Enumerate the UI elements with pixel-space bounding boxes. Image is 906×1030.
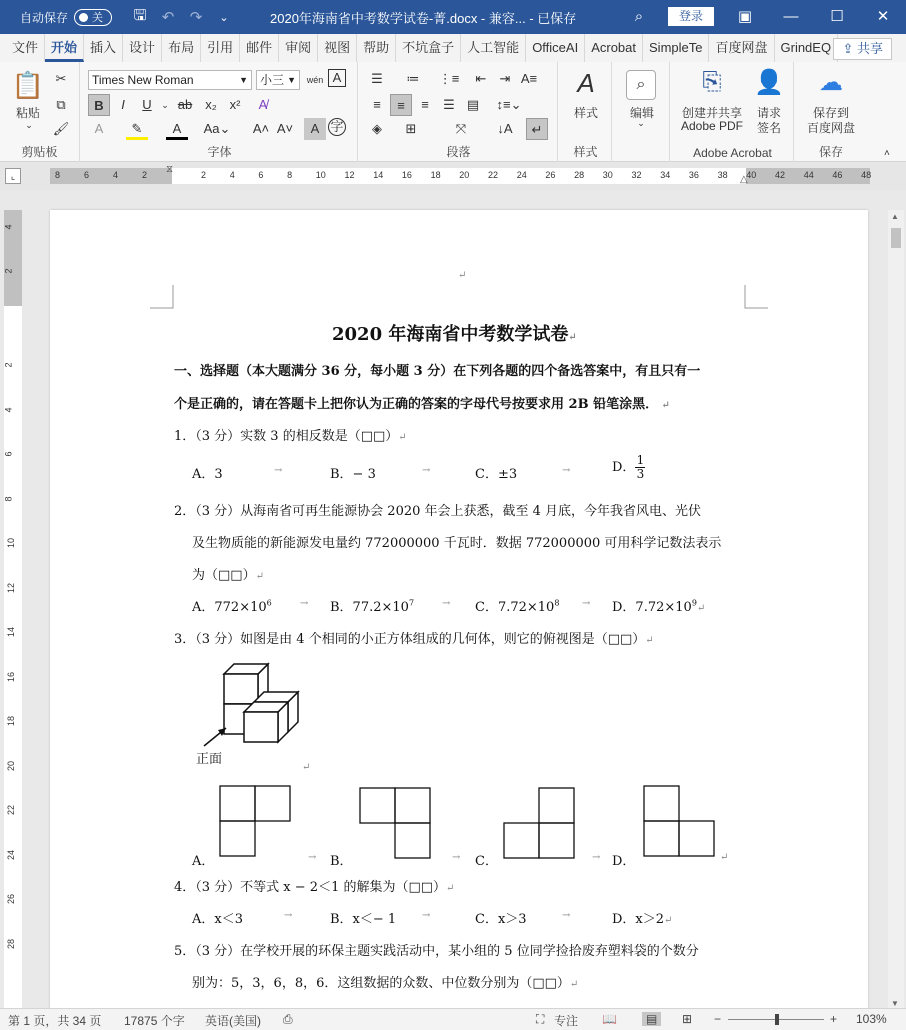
font-name-select[interactable] (88, 70, 252, 90)
section-heading-2: 个是正确的，请在答题卡上把你认为正确的答案的字母代号按要求用 2B 铅笔涂黑． ↵ (174, 397, 670, 412)
request-sign-button-line2[interactable]: 签名 (756, 121, 781, 135)
front-label: 正面 (196, 752, 223, 767)
crop-mark-right (744, 285, 768, 309)
cube-top-front (224, 674, 258, 704)
square (504, 823, 539, 858)
line-spacing-icon[interactable]: ↕≡⌄ (496, 97, 522, 112)
paragraph-mark: ↵ (302, 762, 311, 773)
square (360, 788, 395, 823)
tab-6[interactable]: 邮件 (240, 34, 279, 62)
tab-15[interactable]: 百度网盘 (709, 34, 774, 62)
search-icon[interactable]: ⌕ (626, 70, 656, 100)
scroll-thumb[interactable] (891, 228, 901, 248)
styles-icon[interactable]: A (577, 68, 595, 98)
create-pdf-icon[interactable]: ⎘ (702, 68, 722, 95)
tab-selector[interactable]: ⌞ (5, 168, 21, 184)
tab-16[interactable]: GrindEQ (775, 34, 839, 62)
zoom-out-icon[interactable]: − (714, 1012, 722, 1026)
scroll-down-icon[interactable]: ▼ (891, 999, 899, 1008)
q3-figure-a (218, 784, 292, 858)
vruler-tick: 2 (3, 268, 14, 274)
chevron-down-icon: ▼ (287, 75, 296, 85)
vruler-tick: 24 (6, 849, 17, 860)
vruler-tick: 20 (6, 760, 17, 771)
q2-a-base: A．772×10 (192, 600, 267, 615)
q3-figure-d (642, 784, 716, 858)
vruler-tick: 6 (3, 451, 14, 457)
read-mode-icon[interactable]: 📖 (602, 1012, 617, 1026)
q3-figure-c (502, 786, 576, 860)
ruler-tick: 28 (574, 170, 585, 180)
save-baidu-button-line2[interactable]: 百度网盘 (806, 121, 855, 135)
clipboard-label: 剪贴板 (21, 145, 58, 159)
tab-8[interactable]: 视图 (318, 34, 357, 62)
ruler-tick: 24 (516, 170, 527, 180)
question-1-text: 1．（3 分）实数 3 的相反数是（□□） (174, 429, 399, 444)
share-button[interactable]: ⇪ 共享 (833, 38, 892, 60)
show-marks-icon[interactable]: ↵ (526, 118, 548, 140)
multilevel-list-icon[interactable]: ⋮≡ (438, 71, 460, 86)
question-3: 3．（3 分）如图是由 4 个相同的小正方体组成的几何体，则它的俯视图是（□□）↵ (174, 632, 654, 647)
q4-option-c: C．x＞3 (475, 912, 527, 927)
scroll-up-icon[interactable]: ▲ (891, 212, 899, 221)
section-heading-1: 一、选择题（本大题满分 36 分，每小题 3 分）在下列各题的四个备选答案中，有且只有一 (174, 364, 701, 379)
cut-icon[interactable]: ✂ (55, 71, 67, 86)
language[interactable]: 英语(美国) (205, 1014, 261, 1028)
word-count[interactable]: 17875 个字 (124, 1014, 185, 1028)
bold-icon[interactable]: B (88, 94, 110, 116)
font-size-select[interactable] (256, 70, 300, 90)
q2-d-exp: 9 (691, 598, 697, 608)
q1-option-d (612, 454, 645, 481)
ruler-tick: 6 (258, 170, 264, 180)
copy-icon[interactable]: ⧉ (56, 97, 66, 112)
indent-marker[interactable]: ⧖ (166, 164, 174, 175)
decrease-indent-icon[interactable]: ⇤ (475, 71, 487, 86)
ruler-tick: 4 (229, 170, 235, 180)
cube-right-front (244, 712, 278, 742)
q2-c-exp: 8 (554, 598, 560, 608)
autosave-state: 关 (92, 12, 104, 24)
q2-a-exp: 6 (266, 598, 272, 608)
font-group (82, 62, 358, 162)
format-painter-icon[interactable]: 🖌 (52, 121, 70, 136)
q4-option-a: A．x＜3 (192, 912, 243, 927)
square (395, 788, 430, 823)
q2-option-a (192, 596, 272, 615)
ruler-tick: 46 (832, 170, 843, 180)
tab-14[interactable]: SimpleTe (643, 34, 709, 62)
ruler-tick: 26 (545, 170, 556, 180)
distributed-icon[interactable]: ▤ (466, 97, 480, 112)
tab-mark: → (592, 852, 601, 863)
ruler-tick: 8 (55, 170, 61, 180)
focus-mode[interactable]: 专注 (554, 1014, 579, 1028)
accessibility-icon[interactable]: ⎙ (283, 1012, 293, 1026)
ruler-left-margin (50, 168, 172, 184)
styles-label: 样式 (573, 145, 598, 159)
tab-7[interactable]: 审阅 (279, 34, 318, 62)
square (539, 823, 574, 858)
question-1: 1．（3 分）实数 3 的相反数是（□□）↵ (174, 429, 407, 444)
square (255, 786, 290, 821)
maximize-button[interactable]: ☐ (830, 8, 844, 25)
ruler-tick: 34 (660, 170, 671, 180)
crop-mark-left (150, 285, 174, 309)
font-name-value: Times New Roman (92, 73, 194, 87)
ruler-tick: 18 (430, 170, 441, 180)
tab-mark: → (562, 465, 571, 476)
right-indent-marker[interactable]: △ (740, 174, 748, 185)
ruler-tick: 38 (717, 170, 728, 180)
shading-icon[interactable]: ◈ (372, 121, 382, 136)
autosave-label: 自动保存 (20, 10, 69, 25)
q4-option-d: D．x＞2↵ (612, 912, 673, 927)
change-case-icon[interactable]: Aa⌄ (203, 121, 231, 136)
borders-icon[interactable]: ⊞ (405, 121, 417, 136)
request-sign-icon[interactable]: 👤 (754, 69, 784, 96)
title-bar (0, 0, 906, 34)
align-right-icon[interactable]: ≡ (421, 97, 429, 112)
tab-11[interactable]: 人工智能 (461, 34, 526, 62)
tab-mark: → (300, 598, 309, 609)
edit-group (614, 62, 670, 162)
ruler-tick: 20 (459, 170, 470, 180)
square (220, 821, 255, 856)
edit-button[interactable]: 编辑 (629, 106, 654, 120)
tab-mark: → (442, 598, 451, 609)
question-2-line-2: 及生物质能的新能源发电量约 772000000 千瓦时．数据 772000000 可用科学记数法表示 (192, 536, 722, 551)
question-2-line-3-text: 为（□□） (192, 568, 256, 583)
ruler-tick: 30 (602, 170, 613, 180)
tab-10[interactable]: 不坑盒子 (396, 34, 461, 62)
paste-icon[interactable]: 📋 (11, 70, 45, 100)
tab-mark: → (582, 598, 591, 609)
document-title[interactable]: 2020年海南省中考数学试卷-菁.docx - 兼容... - 已保存 (270, 10, 577, 26)
clipboard-group (0, 62, 80, 162)
tab-mark: → (422, 465, 431, 476)
underline-icon[interactable]: U (142, 97, 152, 112)
font-color-icon[interactable]: A (166, 118, 188, 140)
ribbon-tabs (0, 34, 906, 62)
q4-option-d-text: D．x＞2 (612, 912, 665, 927)
tab-0[interactable]: 文件 (0, 34, 45, 62)
toggle-dot (79, 13, 88, 22)
exam-title (332, 320, 577, 346)
ruler-tick: 44 (803, 170, 814, 180)
autosave-toggle[interactable] (74, 9, 112, 26)
vruler-tick: 26 (6, 893, 17, 905)
vruler-tick: 2 (3, 362, 14, 368)
status-bar (0, 1008, 906, 1030)
tab-5[interactable]: 引用 (201, 34, 240, 62)
vertical-ruler (4, 210, 22, 1010)
chevron-down-icon: ▼ (239, 75, 248, 85)
page-count[interactable]: 第 1 页，共 34 页 (8, 1014, 102, 1028)
save-group (796, 62, 866, 162)
vruler-tick: 4 (3, 406, 14, 413)
fraction (635, 454, 645, 481)
tab-mark: → (422, 910, 431, 921)
question-5-line-2: 别为：5，3，6，8，6．这组数据的众数、中位数分别为（□□）↵ (192, 976, 579, 991)
question-4: 4．（3 分）不等式 x − 2＜1 的解集为（□□）↵ (174, 880, 455, 895)
ruler-tick: 4 (113, 170, 119, 180)
ruler-tick: 6 (84, 170, 90, 180)
tab-4[interactable]: 布局 (162, 34, 201, 62)
phonetic-guide-icon[interactable]: wén (306, 75, 324, 85)
question-2-line-1: 2．（3 分）从海南省可再生能源协会 2020 年会上获悉，截至 4 月底，今年我省风电、光伏 (174, 504, 702, 519)
q3-option-c: C． (475, 854, 498, 869)
char-shading-icon[interactable]: A (304, 118, 326, 140)
ruler-tick: 40 (746, 170, 757, 180)
align-center-icon[interactable]: ≡ (390, 94, 412, 116)
ribbon (0, 62, 906, 162)
chinese-layout-icon[interactable]: ⤧ (455, 121, 467, 136)
question-3-text: 3．（3 分）如图是由 4 个相同的小正方体组成的几何体，则它的俯视图是（□□） (174, 632, 646, 647)
undo-icon[interactable]: ↶ (161, 9, 175, 26)
ruler-tick: 10 (315, 170, 326, 180)
highlight-icon[interactable]: ✎ (126, 118, 148, 140)
login-button[interactable]: 登录 (668, 7, 714, 26)
paragraph-mark: ↵ (458, 270, 467, 281)
tab-13[interactable]: Acrobat (585, 34, 643, 62)
request-sign-button[interactable]: 请求 (756, 106, 781, 120)
fraction-numerator: 1 (636, 453, 645, 467)
tab-9[interactable]: 帮助 (357, 34, 396, 62)
q1-option-a: A．3 (192, 467, 223, 482)
q2-c-base: C．7.72×10 (475, 600, 555, 615)
shrink-font-icon[interactable]: A˅ (276, 121, 294, 136)
text-effect-icon[interactable]: A (94, 121, 104, 136)
sort-icon[interactable]: ↓A (497, 121, 513, 136)
baidu-cloud-icon[interactable]: ☁ (819, 69, 843, 96)
paste-dropdown-icon[interactable]: ⌄ (25, 120, 33, 130)
acrobat-group (672, 62, 794, 162)
paragraph-group (360, 62, 558, 162)
create-pdf-button[interactable]: 创建并共享 (681, 106, 742, 120)
ribbon-display-icon[interactable]: ▣ (737, 8, 753, 25)
styles-group (560, 62, 612, 162)
search-icon[interactable]: ⌕ (634, 8, 644, 25)
vertical-scrollbar[interactable] (888, 210, 904, 1010)
ruler-tick: 8 (287, 170, 293, 180)
ruler-tick: 14 (373, 170, 384, 180)
paragraph-label: 段落 (446, 145, 471, 159)
close-button[interactable]: ✕ (876, 8, 890, 25)
vruler-tick: 18 (6, 715, 17, 727)
font-label: 字体 (207, 145, 232, 159)
q1-option-d-label: D． (612, 460, 636, 475)
vruler-tick: 28 (6, 938, 17, 949)
ruler-tick: 2 (142, 170, 148, 180)
subscript-icon[interactable]: x₂ (205, 97, 217, 112)
vruler-tick: 14 (6, 626, 17, 638)
document-page[interactable] (50, 210, 868, 1010)
save-icon[interactable]: 🖫 (133, 6, 147, 24)
italic-icon[interactable]: I (121, 97, 125, 112)
save-label: 保存 (818, 145, 843, 159)
q3-option-a: A． (192, 854, 215, 869)
square (644, 786, 679, 821)
ruler-tick: 36 (688, 170, 699, 180)
q4-option-b: B．x＜− 1 (330, 912, 397, 927)
q3-figure-b (358, 786, 432, 860)
tab-mark: → (308, 852, 317, 863)
strikethrough-icon[interactable]: ab (177, 97, 193, 112)
superscript-icon[interactable]: x² (229, 97, 241, 112)
paragraph-mark: ↵ (720, 852, 729, 863)
zoom-in-icon[interactable]: + (830, 1012, 838, 1026)
zoom-slider-thumb[interactable] (775, 1014, 779, 1025)
square (395, 823, 430, 858)
web-layout-icon[interactable]: ⊞ (682, 1012, 693, 1026)
paragraph-mark: ↵ (568, 332, 577, 343)
square (644, 821, 679, 856)
acrobat-label: Adobe Acrobat (693, 146, 772, 160)
ruler-tick: 2 (201, 170, 207, 180)
bullets-icon[interactable]: ☰ (371, 71, 383, 86)
exam-title-text: 2020 年海南省中考数学试卷 (332, 324, 569, 345)
underline-dropdown-icon[interactable]: ⌄ (161, 100, 169, 110)
ruler-tick: 48 (861, 170, 872, 180)
collapse-ribbon-icon[interactable]: ˄ (884, 148, 890, 159)
save-baidu-button[interactable]: 保存到 (812, 106, 849, 120)
vruler-tick: 4 (3, 224, 14, 230)
horizontal-ruler[interactable] (0, 162, 906, 190)
question-2-line-3: 为（□□）↵ (192, 568, 264, 583)
tab-1[interactable]: 开始 (45, 34, 84, 62)
q3-option-b: B． (330, 854, 353, 869)
tab-mark: → (562, 910, 571, 921)
font-size-value: 小三 (260, 73, 285, 87)
grow-font-icon[interactable]: A˄ (252, 121, 270, 136)
paste-button[interactable]: 粘贴 (15, 106, 40, 120)
vruler-tick: 8 (3, 495, 14, 502)
q2-b-base: B．77.2×10 (330, 600, 409, 615)
q2-option-b (330, 596, 414, 615)
styles-button[interactable]: 样式 (573, 106, 598, 120)
zoom-level[interactable]: 103% (856, 1012, 887, 1026)
q2-option-d: D．$7.72\times 10^9↵$ (612, 598, 706, 615)
focus-icon[interactable]: ⛶ (536, 1012, 545, 1026)
square (679, 821, 714, 856)
question-5-line-2-text: 别为：5，3，6，8，6．这组数据的众数、中位数分别为（□□） (192, 976, 570, 991)
numbering-icon[interactable]: ≔ (406, 71, 420, 86)
chevron-down-icon: ⌄ (637, 118, 645, 128)
asian-layout-icon[interactable]: A≡ (520, 71, 538, 86)
q2-option-c (475, 596, 559, 615)
vruler-tick: 12 (6, 582, 17, 593)
ruler-tick: 32 (631, 170, 642, 180)
redo-icon[interactable]: ↷ (189, 9, 203, 26)
share-label: 共享 (856, 41, 883, 56)
tab-mark: → (274, 465, 283, 476)
tab-2[interactable]: 插入 (84, 34, 123, 62)
vruler-tick: 10 (6, 537, 17, 549)
vruler-tick: 22 (6, 804, 17, 816)
create-pdf-button-line2[interactable]: Adobe PDF (680, 119, 744, 133)
square (539, 788, 574, 823)
tab-3[interactable]: 设计 (123, 34, 162, 62)
justify-icon[interactable]: ☰ (443, 97, 455, 112)
ruler-tick: 12 (344, 170, 355, 180)
q1-option-b: B．− 3 (330, 467, 376, 482)
clear-format-icon[interactable]: A̸ (258, 97, 268, 112)
section-heading-2-text: 个是正确的，请在答题卡上把你认为正确的答案的字母代号按要求用 2B 铅笔涂黑． (174, 397, 659, 412)
print-layout-icon[interactable]: ▤ (642, 1012, 661, 1026)
customize-qat-icon[interactable]: ⌄ (219, 11, 229, 24)
question-5-line-1: 5．（3 分）在学校开展的环保主题实践活动中，某小组的 5 位同学捡拾废弃塑料袋的个数分 (174, 944, 699, 959)
increase-indent-icon[interactable]: ⇥ (499, 71, 511, 86)
align-left-icon[interactable]: ≡ (373, 97, 381, 112)
char-border-icon[interactable]: A (328, 69, 346, 87)
tab-mark: → (452, 852, 461, 863)
ruler-tick: 42 (775, 170, 786, 180)
fraction-denominator: 3 (636, 467, 645, 481)
vruler-tick: 16 (6, 671, 17, 682)
tab-12[interactable]: OfficeAI (526, 34, 585, 62)
q1-option-c: C．±3 (475, 467, 518, 482)
question-4-text: 4．（3 分）不等式 x − 2＜1 的解集为（□□） (174, 880, 447, 895)
ruler-tick: 22 (488, 170, 499, 180)
enclose-char-icon[interactable]: 字 (328, 118, 346, 136)
q2-d-base: D．7.72×10 (612, 600, 692, 615)
square (220, 786, 255, 821)
q3-option-d: D． (612, 854, 636, 869)
minimize-button[interactable]: — (783, 8, 799, 25)
tab-mark: → (284, 910, 293, 921)
q2-b-exp: 7 (408, 598, 415, 608)
ruler-tick: 16 (401, 170, 412, 180)
